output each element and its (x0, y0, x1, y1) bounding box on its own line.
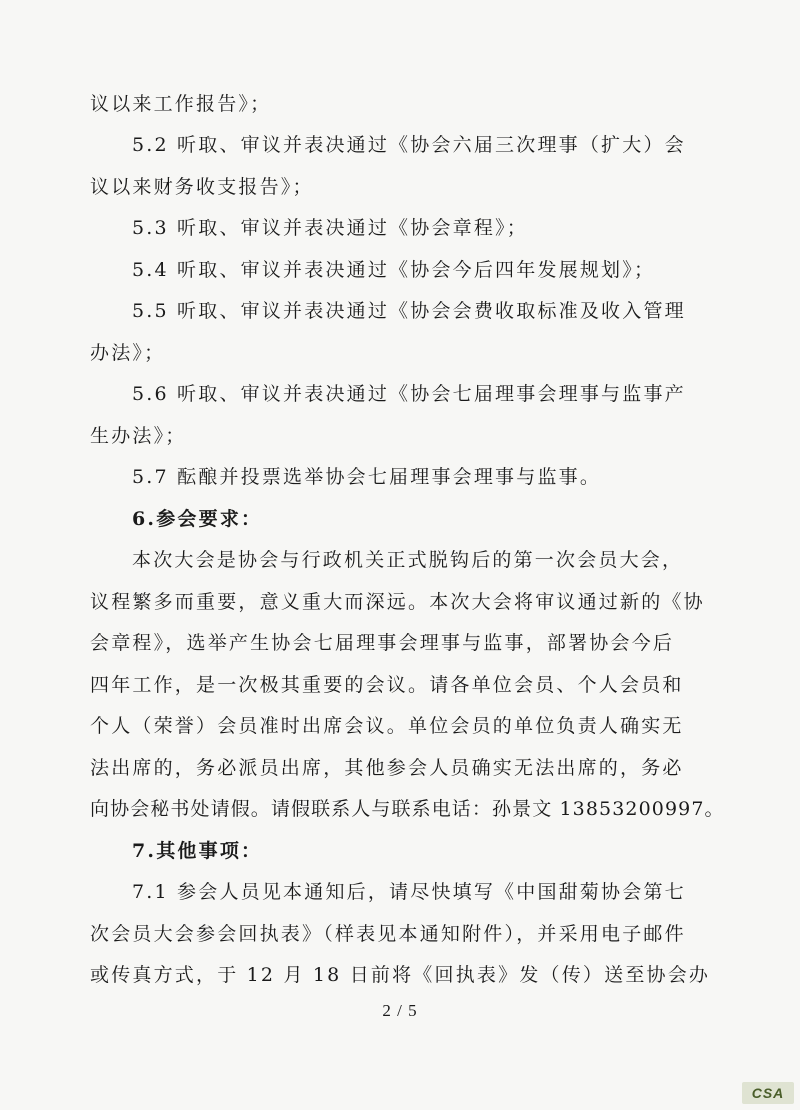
text-line: 向协会秘书处请假。请假联系人与联系电话：孙景文 13853200997。 (90, 798, 725, 820)
text-line: 议以来财务收支报告》； (90, 176, 314, 198)
text-line: 次会员大会参会回执表》（样表见本通知附件），并采用电子邮件 (90, 923, 686, 945)
text-line: 生办法》； (90, 425, 187, 447)
text-line: 法出席的，务必派员出席，其他参会人员确实无法出席的，务必 (90, 757, 684, 779)
text-line: 5.2 听取、审议并表决通过《协会六届三次理事（扩大）会 (132, 134, 686, 156)
text-line: 会章程》，选举产生协会七届理事会理事与监事，部署协会今后 (90, 632, 675, 654)
csa-watermark-logo: CSA (742, 1082, 794, 1104)
text-line: 5.7 酝酿并投票选举协会七届理事会理事与监事。 (132, 466, 602, 488)
page-number: 2 / 5 (382, 1001, 418, 1020)
text-line: 议以来工作报告》； (90, 93, 272, 115)
text-line: 或传真方式，于 12 月 18 日前将《回执表》发（传）送至协会办 (90, 964, 711, 986)
text-line: 办法》； (90, 342, 166, 364)
text-line: 5.6 听取、审议并表决通过《协会七届理事会理事与监事产 (132, 383, 686, 405)
text-line: 本次大会是协会与行政机关正式脱钩后的第一次会员大会， (132, 549, 684, 571)
text-line: 7.1 参会人员见本通知后，请尽快填写《中国甜菊协会第七 (132, 881, 686, 903)
section-heading: 6.参会要求： (132, 508, 263, 530)
text-line: 个人（荣誉）会员准时出席会议。单位会员的单位负责人确实无 (90, 715, 684, 737)
text-line: 5.3 听取、审议并表决通过《协会章程》； (132, 217, 528, 239)
text-line: 5.5 听取、审议并表决通过《协会会费收取标准及收入管理 (132, 300, 686, 322)
text-line: 议程繁多而重要，意义重大而深远。本次大会将审议通过新的《协 (90, 591, 705, 613)
section-heading: 7.其他事项： (132, 840, 263, 862)
text-line: 四年工作，是一次极其重要的会议。请各单位会员、个人会员和 (90, 674, 684, 696)
text-line: 5.4 听取、审议并表决通过《协会今后四年发展规划》； (132, 259, 656, 281)
